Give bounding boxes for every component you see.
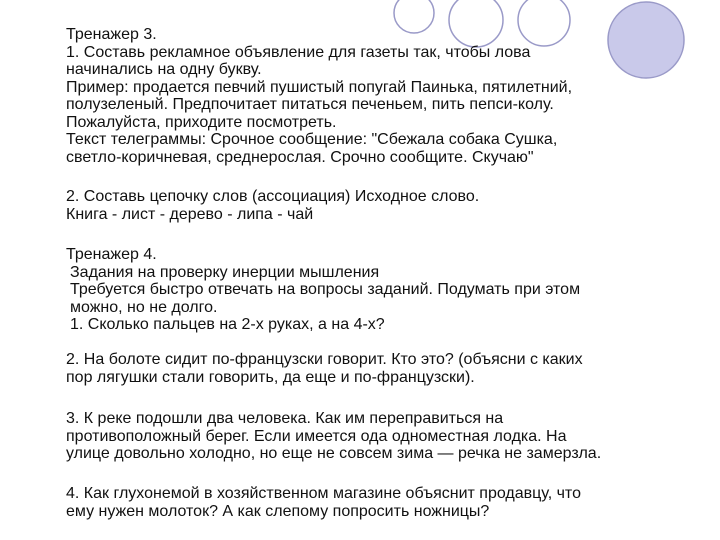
t3-line-5: Пожалуйста, приходите посмотреть. — [66, 113, 337, 131]
t4-q3-line-3: улице довольно холодно, но еще не совсем зима — речка не замерзла. — [66, 445, 602, 462]
t3-line-6: Текст телеграммы: Срочное сообщение: "Сбежала собака Сушка, — [66, 131, 558, 148]
trainer-4-question-4 — [66, 485, 696, 520]
t3-line-3: Пример: продается певчий пушистый попугай Паинька, пятилетний, — [66, 78, 573, 96]
trainer-4-heading — [66, 246, 696, 264]
t4-line-1: Задания на проверку инерции мышления — [70, 263, 380, 281]
trainer-3-section — [66, 26, 696, 166]
t4-q3-line-2: противоположный берег. Если имеется ода одноместная лодка. На — [66, 427, 567, 445]
trainer-3-heading-word: Тренажер — [66, 26, 139, 43]
trainer-3-heading — [66, 26, 696, 44]
t3-line-7: светло-коричневая, среднерослая. Срочно сообщите. Скучаю" — [66, 148, 534, 166]
t3-line-1: 1. Составь рекламное объявление для газеты так, чтобы лова — [66, 43, 531, 61]
t4-q2-line-1: 2. На болоте сидит по-французски говорит. Кто это? (объясни с каких — [66, 351, 583, 368]
t4-q2-line-2: пор лягушки стали говорить, да еще и по-французски). — [66, 368, 475, 386]
trainer-4-question-2 — [66, 351, 696, 386]
trainer-4-heading-word: Тренажер — [66, 246, 139, 263]
t4-q4-line-1: 4. Как глухонемой в хозяйственном магазине объяснит продавцу, что — [66, 485, 581, 502]
t3-task2-line-1: 2. Составь цепочку слов (ассоциация) Исходное слово. — [66, 188, 480, 205]
t3-line-4: полузеленый. Предпочитает питаться печеньем, пить пепси-колу. — [66, 96, 554, 113]
trainer-4-section — [66, 246, 696, 334]
t3-line-2: начинались на одну букву. — [66, 61, 262, 78]
trainer-4-heading-num: 4. — [138, 246, 157, 263]
t4-line-2: Требуется быстро отвечать на вопросы заданий. Подумать при этом — [70, 281, 581, 298]
trainer-3-task-2 — [66, 188, 696, 223]
t4-q4-line-2: ему нужен молоток? А как слепому попросить ножницы? — [66, 502, 490, 520]
trainer-3-heading-num: 3. — [138, 26, 157, 43]
t4-line-4: 1. Сколько пальцев на 2-х руках, а на 4-х? — [70, 316, 385, 333]
t4-q3-line-1: 3. К реке подошли два человека. Как им переправиться на — [66, 410, 504, 427]
t3-task2-line-2: Книга - лист - дерево - липа - чай — [66, 205, 314, 223]
t4-line-3: можно, но не долго. — [70, 298, 218, 316]
trainer-4-question-3 — [66, 410, 696, 463]
